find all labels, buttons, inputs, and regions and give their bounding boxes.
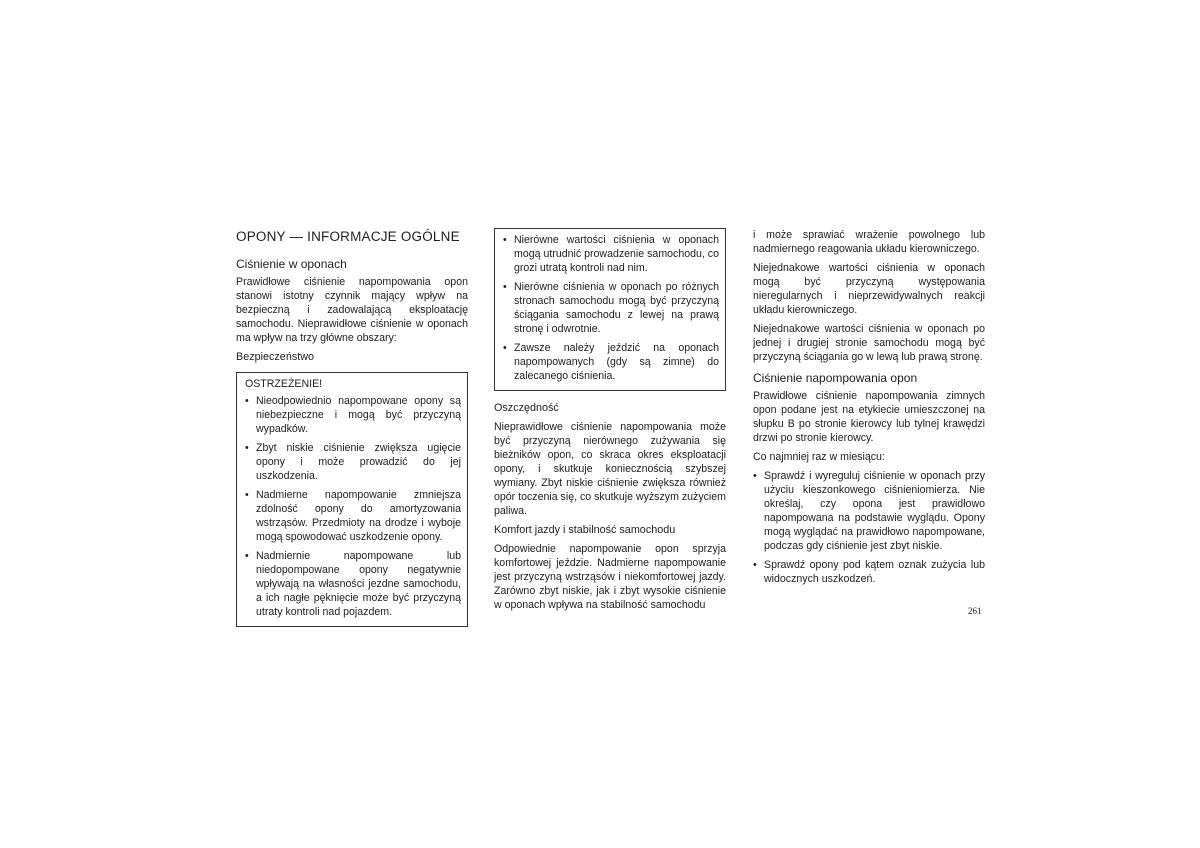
- section-heading-tire-pressure: Ciśnienie w oponach: [236, 257, 347, 271]
- column-2: [494, 228, 726, 617]
- economy-paragraph: Nieprawidłowe ciśnienie napompowania może być przyczyną nierównego zużywania się bieżników opon, co skraca okres eksploatacji opony, i skutkuje koniecznością szybszej wymiany. Zbyt niskie ciśnienie zwiększa również opór toczenia się, co skutkuje wyższym zużyciem paliwa.: [494, 421, 726, 517]
- label-location-paragraph: Prawidłowe ciśnienie napompowania zimnych opon podane jest na etykiecie umieszczonej na słupku B po stronie kierowcy lub tylnej krawędzi drzwi po stronie kierowcy.: [753, 390, 985, 444]
- checklist-item: • Sprawdź opony pod kątem oznak zużycia lub widocznych uszkodzeń.: [753, 558, 985, 586]
- warning-item: • Zbyt niskie ciśnienie zwiększa ugięcie opony i może prowadzić do jej uszkodzenia.: [245, 441, 461, 483]
- comfort-paragraph: Odpowiednie napompowanie opon sprzyja komfortowej jeździe. Nadmierne napompowanie jest przyczyną wstrząsów i niekomfortowej jazdy. Zarówno zbyt niskie, jak i zbyt wysokie ciśnienie w oponach wpływa na stabilność samochodu: [494, 543, 726, 611]
- warning-item: • Nierówne wartości ciśnienia w oponach mogą utrudnić prowadzenie samochodu, co grozi utratą kontroli nad nim.: [503, 233, 719, 275]
- warning-list: [245, 394, 461, 619]
- warning-title: OSTRZEŻENIE!: [245, 378, 323, 390]
- uneven-pressure-paragraph: Niejednakowe wartości ciśnienia w oponach mogą być przyczyną występowania nieregularnych i nieprzewidywalnych reakcji układu kierowniczego.: [753, 262, 985, 316]
- intro-paragraph: Prawidłowe ciśnienie napompowania opon stanowi istotny czynnik mający wpływ na bezpieczną i zadowalającą eksploatację samochodu. Nieprawidłowe ciśnienie w oponach ma wpływ na trzy główne obszary:: [236, 276, 468, 344]
- page-title: OPONY — INFORMACJE OGÓLNE: [236, 229, 460, 244]
- warning-item: • Zawsze należy jeździć na oponach napompowanych (gdy są zimne) do zalecanego ciśnienia.: [503, 341, 719, 383]
- monthly-checklist: [753, 469, 985, 586]
- pulling-paragraph: Niejednakowe wartości ciśnienia w oponach po jednej i drugiej stronie samochodu mogą być przyczyną ściągania go w lewą lub prawą stronę.: [753, 323, 985, 363]
- warning-item: • Nierówne ciśnienia w oponach po różnych stronach samochodu mogą być przyczyną ściągania samochodu z lewej na prawą stronę i odwrotnie.: [503, 280, 719, 336]
- warning-box-continued: [494, 228, 726, 391]
- warning-item: • Nadmierne napompowanie zmniejsza zdolność opony do amortyzowania wstrząsów. Przedmioty na drodze i wyboje mogą spowodować uszkodzenie opony.: [245, 488, 461, 544]
- column-1: [236, 228, 468, 627]
- steering-paragraph: i może sprawiać wrażenie powolnego lub nadmiernego reagowania układu kierowniczego.: [753, 229, 985, 255]
- subheading-economy: Oszczędność: [494, 402, 559, 414]
- subheading-safety: Bezpieczeństwo: [236, 351, 315, 363]
- warning-box: [236, 372, 468, 627]
- page-number: 261: [968, 606, 982, 616]
- column-3: [753, 228, 985, 591]
- section-heading-inflation-pressure: Ciśnienie napompowania opon: [753, 371, 918, 385]
- warning-item: • Nadmiernie napompowane lub niedopompowane opony negatywnie wpływają na własności jezdne samochodu, a ich nagłe pęknięcie może być przyczyną utraty kontroli nad pojazdem.: [245, 549, 461, 619]
- subheading-comfort: Komfort jazdy i stabilność samochodu: [494, 524, 676, 536]
- warning-item: • Nieodpowiednio napompowane opony są niebezpieczne i mogą być przyczyną wypadków.: [245, 394, 461, 436]
- checklist-item: • Sprawdź i wyreguluj ciśnienie w oponach przy użyciu kieszonkowego ciśnieniomierza. Nie określaj, czy opona jest prawidłowo napompowana na podstawie wyglądu. Opony mogą wyglądać na prawidłowo napompowane, podczas gdy ciśnienie jest zbyt niskie.: [753, 469, 985, 553]
- monthly-paragraph: Co najmniej raz w miesiącu:: [753, 451, 885, 463]
- warning-list-continued: [503, 233, 719, 383]
